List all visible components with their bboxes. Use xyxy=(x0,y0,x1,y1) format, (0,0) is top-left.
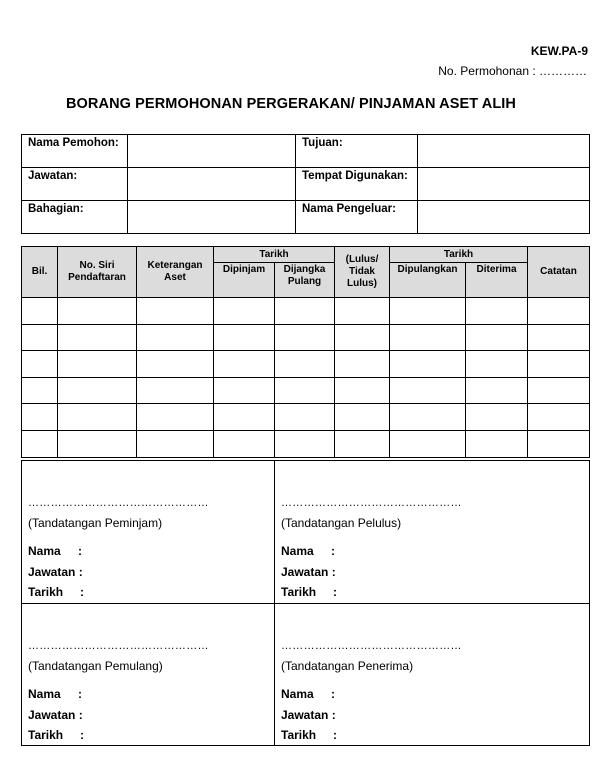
tarikh-label: Tarikh xyxy=(28,727,64,742)
nama-pemohon-label: Nama Pemohon: xyxy=(22,135,128,168)
table-row xyxy=(22,298,590,325)
col-catatan: Catatan xyxy=(528,247,590,298)
bahagian-label: Bahagian: xyxy=(22,201,128,234)
nama-pengeluar-field[interactable] xyxy=(418,201,590,234)
signature-line[interactable]: ………………………………………… xyxy=(28,497,209,509)
col-diterima: Diterima xyxy=(466,263,528,298)
tarikh-label: Tarikh xyxy=(281,585,317,599)
page-title: BORANG PERMOHONAN PERGERAKAN/ PINJAMAN ASET ALIH xyxy=(65,96,517,112)
nama-label: Nama xyxy=(28,686,61,701)
signature-peminjam: ………………………………………… (Tandatangan Peminjam) Nama : Jawatan : Tarikh : xyxy=(22,461,275,604)
tempat-digunakan-field[interactable] xyxy=(418,168,590,201)
jawatan-field[interactable] xyxy=(128,168,296,201)
col-tarikh-group: Tarikh xyxy=(214,247,335,263)
jawatan-label: Jawatan : xyxy=(281,565,336,579)
asset-table xyxy=(21,246,590,458)
table-row xyxy=(22,404,590,431)
tujuan-label: Tujuan: xyxy=(296,135,418,168)
signature-line[interactable]: ………………………………………… xyxy=(281,639,462,652)
col-bil: Bil. xyxy=(22,247,58,298)
tujuan-field[interactable] xyxy=(418,135,590,168)
nama-label: Nama xyxy=(281,544,314,558)
col-dipinjam: Dipinjam xyxy=(214,263,275,298)
signature-label: (Tandatangan Pemulang) xyxy=(28,658,163,673)
nama-label: Nama xyxy=(281,686,314,701)
col-dijangka-pulang: Dijangka Pulang xyxy=(275,263,335,298)
signature-pemulang: ………………………………………… (Tandatangan Pemulang) Nama : Jawatan : Tarikh : xyxy=(22,603,275,746)
nama-pengeluar-label: Nama Pengeluar: xyxy=(296,201,418,234)
signature-pelulus: ………………………………………… (Tandatangan Pelulus) Nama : Jawatan : Tarikh : xyxy=(275,461,590,604)
permohonan-number: No. Permohonan : ………… xyxy=(438,64,587,78)
form-code: KEW.PA-9 xyxy=(530,44,588,58)
applicant-info-table xyxy=(21,134,590,234)
col-keterangan: Keterangan Aset xyxy=(137,247,214,298)
table-row xyxy=(22,351,590,378)
signature-line[interactable]: ………………………………………… xyxy=(281,497,462,509)
nama-pemohon-field[interactable] xyxy=(128,135,296,168)
tarikh-label: Tarikh xyxy=(28,585,64,599)
bahagian-field[interactable] xyxy=(128,201,296,234)
signature-label: (Tandatangan Penerima) xyxy=(281,658,414,673)
jawatan-label: Jawatan: xyxy=(22,168,128,201)
signature-label: (Tandatangan Pelulus) xyxy=(281,516,402,530)
jawatan-label: Jawatan : xyxy=(28,707,83,722)
col-no-siri: No. Siri Pendaftaran xyxy=(58,247,137,298)
table-row xyxy=(22,377,590,404)
signature-table xyxy=(21,460,590,746)
signature-penerima: ………………………………………… (Tandatangan Penerima) Nama : Jawatan : Tarikh : xyxy=(275,603,590,746)
tempat-digunakan-label: Tempat Digunakan: xyxy=(296,168,418,201)
jawatan-label: Jawatan : xyxy=(28,565,83,579)
col-tarikh-return-group: Tarikh xyxy=(390,247,528,263)
nama-label: Nama xyxy=(28,544,61,558)
signature-line[interactable]: ………………………………………… xyxy=(28,639,209,652)
col-lulus: (Lulus/ Tidak Lulus) xyxy=(335,247,390,298)
table-row xyxy=(22,430,590,457)
table-row xyxy=(22,324,590,351)
jawatan-label: Jawatan : xyxy=(281,707,336,722)
signature-label: (Tandatangan Peminjam) xyxy=(28,516,163,530)
tarikh-label: Tarikh xyxy=(281,727,317,742)
col-dipulangkan: Dipulangkan xyxy=(390,263,466,298)
